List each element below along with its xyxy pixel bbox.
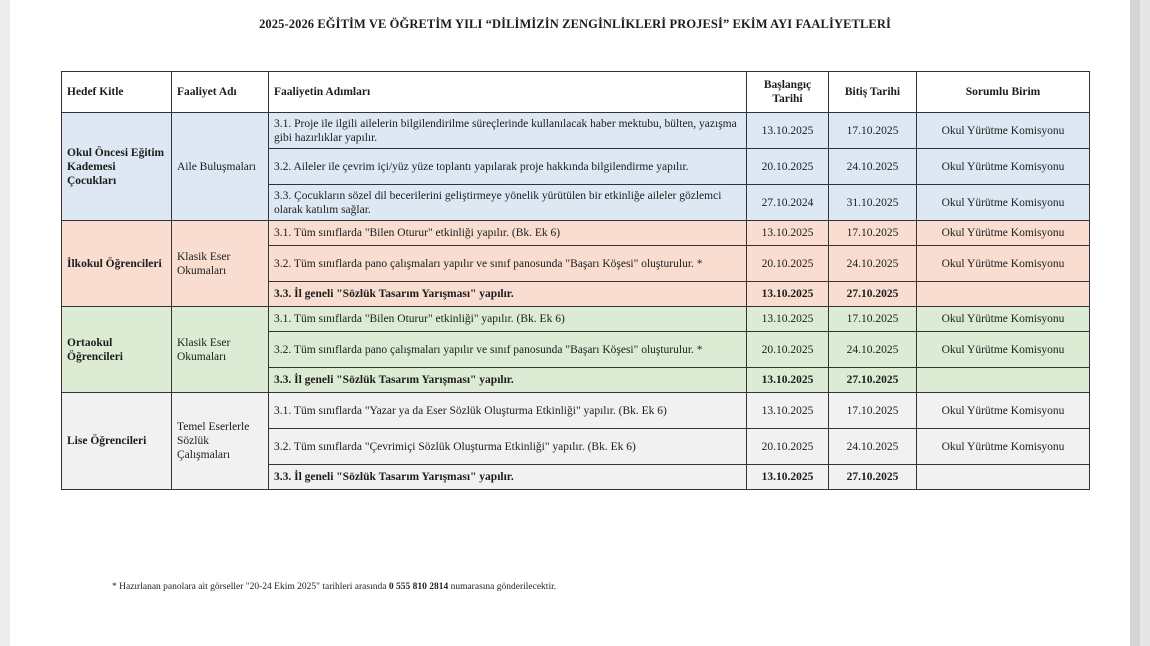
table-row	[62, 307, 1090, 332]
end-date-cell: 17.10.2025	[829, 307, 917, 332]
start-date-cell: 13.10.2025	[747, 393, 829, 429]
end-date-cell: 27.10.2025	[829, 368, 917, 393]
step-cell: 3.3. İl geneli "Sözlük Tasarım Yarışması" yapılır.	[269, 368, 747, 393]
target-group-cell: Lise Öğrencileri	[62, 393, 172, 490]
end-date-cell: 17.10.2025	[829, 221, 917, 246]
activity-name-cell: Klasik Eser Okumaları	[172, 307, 269, 393]
end-date-cell: 17.10.2025	[829, 393, 917, 429]
step-cell: 3.2. Tüm sınıflarda pano çalışmaları yapılır ve sınıf panosunda "Başarı Köşesi" oluşturulur. *	[269, 246, 747, 282]
target-group-cell: Okul Öncesi Eğitim Kademesi Çocukları	[62, 113, 172, 221]
target-group-cell: İlkokul Öğrencileri	[62, 221, 172, 307]
start-date-cell: 13.10.2025	[747, 368, 829, 393]
start-date-cell: 13.10.2025	[747, 307, 829, 332]
responsible-unit-cell: Okul Yürütme Komisyonu	[917, 332, 1090, 368]
footnote-phone: 0 555 810 2814	[388, 582, 449, 592]
step-cell: 3.3. İl geneli "Sözlük Tasarım Yarışması" yapılır.	[269, 282, 747, 307]
page-right-edge	[1130, 0, 1140, 646]
responsible-unit-cell	[917, 368, 1090, 393]
responsible-unit-cell: Okul Yürütme Komisyonu	[917, 307, 1090, 332]
step-cell: 3.2. Tüm sınıflarda "Çevrimiçi Sözlük Oluşturma Etkinliği" yapılır. (Bk. Ek 6)	[269, 429, 747, 465]
start-date-cell: 13.10.2025	[747, 282, 829, 307]
responsible-unit-cell: Okul Yürütme Komisyonu	[917, 246, 1090, 282]
end-date-cell: 24.10.2025	[829, 429, 917, 465]
end-date-cell: 24.10.2025	[829, 149, 917, 185]
responsible-unit-cell: Okul Yürütme Komisyonu	[917, 393, 1090, 429]
start-date-cell: 20.10.2025	[747, 246, 829, 282]
activity-name-cell: Klasik Eser Okumaları	[172, 221, 269, 307]
start-date-cell: 13.10.2025	[747, 221, 829, 246]
responsible-unit-cell: Okul Yürütme Komisyonu	[917, 113, 1090, 149]
step-cell: 3.2. Tüm sınıflarda pano çalışmaları yapılır ve sınıf panosunda "Başarı Köşesi" oluşturulur. *	[269, 332, 747, 368]
start-date-cell: 13.10.2025	[747, 113, 829, 149]
step-cell: 3.3. İl geneli "Sözlük Tasarım Yarışması" yapılır.	[269, 465, 747, 490]
end-date-cell: 17.10.2025	[829, 113, 917, 149]
document-page	[10, 0, 1140, 646]
start-date-cell: 20.10.2025	[747, 149, 829, 185]
header-responsible-unit: Sorumlu Birim	[917, 72, 1090, 113]
start-date-cell: 20.10.2025	[747, 332, 829, 368]
header-activity-name: Faaliyet Adı	[172, 72, 269, 113]
target-group-cell: Ortaokul Öğrencileri	[62, 307, 172, 393]
footnote	[112, 582, 556, 592]
footnote-prefix: * Hazırlanan panolara ait görseller "20-24 Ekim 2025" tarihleri arasında	[112, 582, 387, 592]
step-cell: 3.1. Tüm sınıflarda "Bilen Oturur" etkinliği yapılır. (Bk. Ek 6)	[269, 221, 747, 246]
header-end-date: Bitiş Tarihi	[829, 72, 917, 113]
footnote-suffix: numarasına gönderilecektir.	[450, 582, 557, 592]
header-activity-steps: Faaliyetin Adımları	[269, 72, 747, 113]
step-cell: 3.1. Tüm sınıflarda "Bilen Oturur" etkinliği" yapılır. (Bk. Ek 6)	[269, 307, 747, 332]
start-date-cell: 13.10.2025	[747, 465, 829, 490]
table-row	[62, 221, 1090, 246]
responsible-unit-cell: Okul Yürütme Komisyonu	[917, 185, 1090, 221]
step-cell: 3.3. Çocukların sözel dil becerilerini geliştirmeye yönelik yürütülen bir etkinliğe aileler gözlemci olarak katılım sağlar.	[269, 185, 747, 221]
responsible-unit-cell: Okul Yürütme Komisyonu	[917, 149, 1090, 185]
activity-table	[61, 71, 1090, 490]
step-cell: 3.2. Aileler ile çevrim içi/yüz yüze toplantı yapılarak proje hakkında bilgilendirme yapılır.	[269, 149, 747, 185]
step-cell: 3.1. Tüm sınıflarda "Yazar ya da Eser Sözlük Oluşturma Etkinliği" yapılır. (Bk. Ek 6)	[269, 393, 747, 429]
activity-name-cell: Aile Buluşmaları	[172, 113, 269, 221]
document-title: 2025-2026 EĞİTİM VE ÖĞRETİM YILI “DİLİMİZİN ZENGİNLİKLERİ PROJESİ” EKİM AYI FAALİYETLERİ	[259, 17, 891, 31]
end-date-cell: 24.10.2025	[829, 332, 917, 368]
responsible-unit-cell	[917, 282, 1090, 307]
table-row	[62, 113, 1090, 149]
page-left-edge	[0, 0, 10, 646]
table-row	[62, 393, 1090, 429]
responsible-unit-cell: Okul Yürütme Komisyonu	[917, 221, 1090, 246]
end-date-cell: 24.10.2025	[829, 246, 917, 282]
responsible-unit-cell	[917, 465, 1090, 490]
end-date-cell: 27.10.2025	[829, 465, 917, 490]
responsible-unit-cell: Okul Yürütme Komisyonu	[917, 429, 1090, 465]
header-target-group: Hedef Kitle	[62, 72, 172, 113]
start-date-cell: 27.10.2024	[747, 185, 829, 221]
end-date-cell: 27.10.2025	[829, 282, 917, 307]
table-header-row	[62, 72, 1090, 113]
header-start-date: Başlangıç Tarihi	[747, 72, 829, 113]
step-cell: 3.1. Proje ile ilgili ailelerin bilgilendirilme süreçlerinde kullanılacak haber mektubu, bülten, yazışma gibi hazırlıklar yapılır.	[269, 113, 747, 149]
end-date-cell: 31.10.2025	[829, 185, 917, 221]
start-date-cell: 20.10.2025	[747, 429, 829, 465]
activity-name-cell: Temel Eserlerle Sözlük Çalışmaları	[172, 393, 269, 490]
